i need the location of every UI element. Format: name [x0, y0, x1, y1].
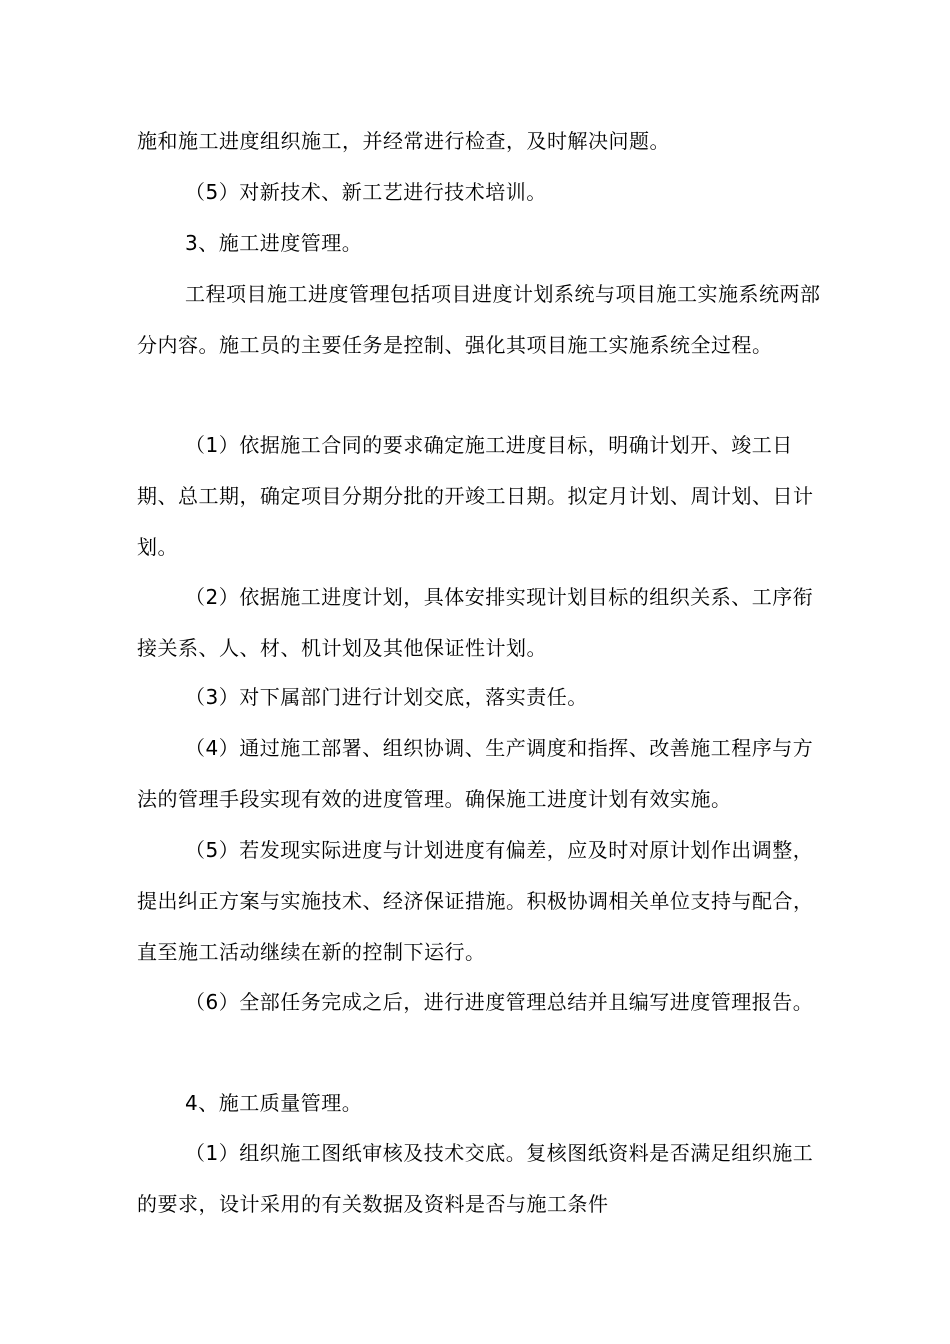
paragraph-item-6-summary: （6）全部任务完成之后，进行进度管理总结并且编写进度管理报告。: [185, 990, 814, 1014]
paragraph-item-5-training: （5）对新技术、新工艺进行技术培训。: [185, 180, 547, 204]
paragraph-item-4-coordination: （4）通过施工部署、组织协调、生产调度和指挥、改善施工程序与方法的管理手段实现有效的进度管理。确保施工进度计划有效实施。: [137, 736, 814, 811]
paragraph-progress-intro: 工程项目施工进度管理包括项目进度计划系统与项目施工实施系统两部分内容。施工员的主要任务是控制、强化其项目施工实施系统全过程。: [137, 282, 821, 357]
paragraph-item-1-targets: （1）依据施工合同的要求确定施工进度目标，明确计划开、竣工日期、总工期，确定项目分期分批的开竣工日期。拟定月计划、周计划、日计划。: [137, 433, 814, 559]
paragraph-item-2-arrangement: （2）依据施工进度计划，具体安排实现计划目标的组织关系、工序衔接关系、人、材、机计划及其他保证性计划。: [137, 585, 814, 660]
section-heading-quality-management: 4、施工质量管理。: [185, 1091, 363, 1115]
paragraph-item-3-briefing: （3）对下属部门进行计划交底，落实责任。: [185, 685, 588, 709]
paragraph-item-1-drawing-review: （1）组织施工图纸审核及技术交底。复核图纸资料是否满足组织施工的要求，设计采用的有关数据及资料是否与施工条件: [137, 1141, 814, 1216]
paragraph-continuation: 施和施工进度组织施工，并经常进行检查，及时解决问题。: [137, 129, 670, 153]
paragraph-item-5-deviation: （5）若发现实际进度与计划进度有偏差，应及时对原计划作出调整，提出纠正方案与实施技术、经济保证措施。积极协调相关单位支持与配合，直至施工活动继续在新的控制下运行。: [137, 838, 814, 964]
section-heading-progress-management: 3、施工进度管理。: [185, 231, 363, 255]
